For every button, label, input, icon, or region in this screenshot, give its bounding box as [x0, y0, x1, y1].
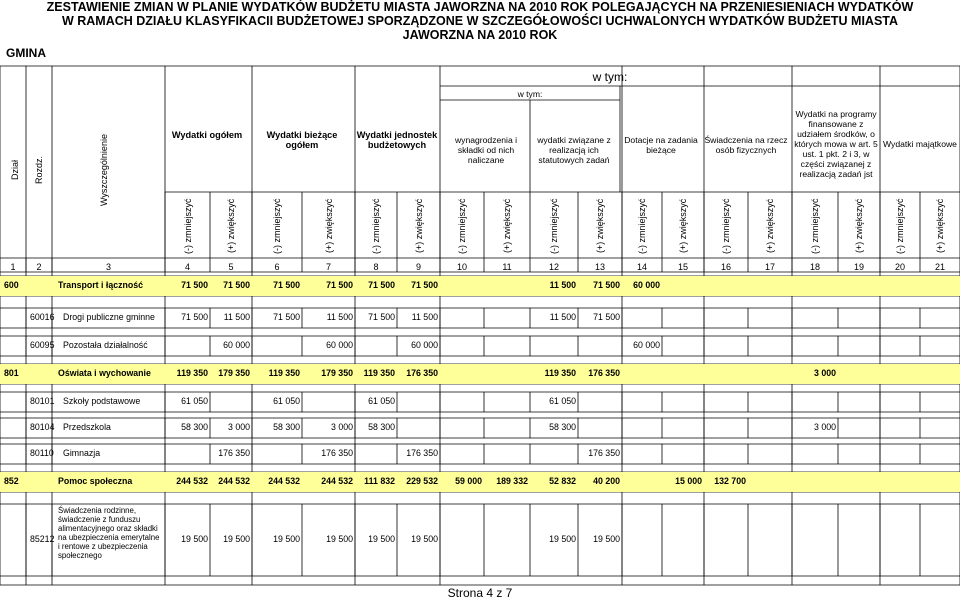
column-number: 15: [677, 262, 688, 272]
value-cell: 59 000: [455, 476, 482, 486]
value-cell: 71 500: [273, 280, 300, 290]
column-number: 19: [853, 262, 864, 272]
value-cell: 119 350: [363, 368, 395, 378]
row-name: Oświata i wychowanie: [58, 368, 151, 378]
row-name: Pozostała działalność: [63, 340, 148, 350]
header-rozdz: Rozdz.: [34, 156, 44, 185]
dzial-code: 801: [4, 368, 19, 378]
value-cell: 61 050: [181, 396, 208, 406]
header-wydatki-jednostek: Wydatki jednostek budżetowych: [356, 130, 438, 150]
column-number: 14: [636, 262, 647, 272]
rozdzial-code: 60016: [30, 312, 55, 322]
header-dotacje: Dotacje na zadania bieżące: [624, 135, 698, 155]
value-cell: 60 000: [633, 340, 660, 350]
row-name: Gimnazja: [63, 448, 101, 458]
value-cell: 244 532: [321, 476, 353, 486]
column-number: 12: [548, 262, 559, 272]
column-number: 3: [105, 262, 111, 272]
header-zmniejszyc: (-) zmniejszyć: [457, 198, 467, 254]
value-cell: 71 500: [368, 280, 395, 290]
title-line-1: ZESTAWIENIE ZMIAN W PLANIE WYDATKÓW BUDŻETU MIASTA JAWORZNA NA 2010 ROK POLEGAJĄCYCH NA PRZENIESIENIACH WYDATKÓW: [46, 0, 914, 14]
value-cell: 3 000: [330, 422, 353, 432]
value-cell: 58 300: [368, 422, 395, 432]
value-cell: 179 350: [218, 368, 250, 378]
rozdzial-code: 80104: [30, 422, 55, 432]
value-cell: 71 500: [273, 312, 300, 322]
value-cell: 61 050: [549, 396, 576, 406]
value-cell: 11 500: [549, 280, 576, 290]
header-zwiekszyc: (+) zwiększyć: [323, 198, 334, 254]
value-cell: 60 000: [326, 340, 353, 350]
header-zmniejszyc: (-) zmniejszyć: [272, 198, 282, 254]
column-number: 4: [184, 262, 190, 272]
rozdzial-code: 80101: [30, 396, 55, 406]
rozdzial-code: 80110: [30, 448, 54, 458]
value-cell: 244 532: [218, 476, 250, 486]
header-zwiekszyc: (+) zwiększyć: [765, 198, 775, 254]
dzial-code: 600: [4, 280, 19, 290]
value-cell: 60 000: [411, 340, 438, 350]
value-cell: 244 532: [176, 476, 208, 486]
column-number: 17: [764, 262, 775, 272]
header-wynagrodzenia: wynagrodzenia i składki od nich naliczane: [454, 135, 518, 165]
column-number: 13: [594, 262, 605, 272]
column-number: 7: [325, 262, 331, 272]
header-w-tym-small: w tym:: [517, 89, 543, 99]
value-cell: 19 500: [181, 534, 208, 544]
gmina-label: GMINA: [6, 46, 46, 60]
header-w-tym-big: w tym:: [592, 70, 628, 84]
value-cell: 61 050: [273, 396, 300, 406]
value-cell: 244 532: [268, 476, 300, 486]
value-cell: 11 500: [326, 312, 353, 322]
title-line-2: W RAMACH DZIAŁU KLASYFIKACII BUDŻETOWEJ SPORZĄDZONE W SZCZEGÓŁOWOŚCI UCHWALONYCH WYDATKÓW BUDŻETU MIASTA: [61, 14, 899, 28]
row-name: Transport i łączność: [58, 280, 144, 290]
value-cell: 61 050: [368, 396, 395, 406]
value-cell: 58 300: [181, 422, 208, 432]
column-number: 20: [894, 262, 905, 272]
header-zmniejszyc: (-) zmniejszyć: [371, 198, 381, 254]
page-footer: Strona 4 z 7: [447, 586, 513, 600]
value-cell: 19 500: [411, 534, 438, 544]
value-cell: 71 500: [411, 280, 438, 290]
row-name: Świadczenia rodzinne, świadczenie z funduszu alimentacyjnego oraz składki na ubezpieczenia emerytalne i rentowe z ubezpieczenia społecznego: [58, 506, 160, 560]
value-cell: 58 300: [549, 422, 576, 432]
header-zwiekszyc: (+) zwiększyć: [502, 198, 512, 254]
value-cell: 176 350: [321, 448, 353, 458]
rozdzial-code: 60095: [30, 340, 55, 350]
header-zwiekszyc: (+) zwiększyć: [226, 198, 236, 254]
value-cell: 189 332: [496, 476, 528, 486]
value-cell: 176 350: [588, 448, 620, 458]
header-wydatki-ogolem: Wydatki ogółem: [171, 130, 243, 140]
value-cell: 11 500: [411, 312, 438, 322]
value-cell: 71 500: [223, 280, 250, 290]
row-name: Przedszkola: [63, 422, 111, 432]
header-wydatki-biezace: Wydatki bieżące ogółem: [266, 130, 338, 150]
header-programy: Wydatki na programy finansowane z udziałem środków, o których mowa w art. 5 ust. 1 pkt. 2 i 3, w części związanej z realizacją zadań jst: [794, 109, 878, 179]
value-cell: 3 000: [813, 422, 836, 432]
value-cell: 58 300: [273, 422, 300, 432]
value-cell: 71 500: [593, 280, 620, 290]
value-cell: 19 500: [273, 534, 300, 544]
value-cell: 71 500: [181, 280, 208, 290]
rozdzial-code: 85212: [30, 534, 55, 544]
value-cell: 40 200: [593, 476, 620, 486]
column-number: 8: [373, 262, 379, 272]
value-cell: 111 832: [364, 476, 395, 486]
value-cell: 19 500: [368, 534, 395, 544]
value-cell: 60 000: [633, 280, 660, 290]
value-cell: 19 500: [326, 534, 353, 544]
header-zmniejszyc: (-) zmniejszyć: [182, 198, 193, 254]
value-cell: 3 000: [227, 422, 250, 432]
value-cell: 19 500: [593, 534, 620, 544]
column-number: 21: [934, 262, 945, 272]
row-name: Pomoc społeczna: [58, 476, 133, 486]
value-cell: 19 500: [549, 534, 576, 544]
header-zmniejszyc: (-) zmniejszyć: [549, 198, 559, 254]
value-cell: 71 500: [368, 312, 395, 322]
column-number: 1: [10, 262, 16, 272]
value-cell: 176 350: [406, 368, 438, 378]
value-cell: 119 350: [544, 368, 576, 378]
header-majatkowe: Wydatki majątkowe: [883, 139, 957, 149]
header-zmniejszyc: (-) zmniejszyć: [895, 198, 905, 254]
value-cell: 176 350: [588, 368, 620, 378]
header-zwiekszyc: (+) zwiększyć: [678, 198, 688, 254]
value-cell: 176 350: [406, 448, 438, 458]
value-cell: 11 500: [223, 312, 250, 322]
value-cell: 19 500: [223, 534, 250, 544]
column-number: 16: [720, 262, 731, 272]
header-zmniejszyc: (-) zmniejszyć: [721, 198, 731, 254]
row-name: Szkoły podstawowe: [63, 396, 141, 406]
header-wydatki-zwiazane: wydatki związane z realizacją ich statutowych zadań: [537, 135, 611, 165]
header-dzial: Dział: [10, 160, 20, 181]
column-number: 10: [456, 262, 467, 272]
value-cell: 3 000: [813, 368, 836, 378]
title-line-3: JAWORZNA NA 2010 ROK: [402, 28, 558, 42]
value-cell: 119 350: [176, 368, 208, 378]
header-zwiekszyc: (+) zwiększyć: [595, 198, 605, 254]
column-number: 2: [36, 262, 42, 272]
header-zwiekszyc: (+) zwiększyć: [935, 198, 945, 254]
header-zwiekszyc: (+) zwiększyć: [413, 198, 424, 254]
column-number: 11: [502, 262, 512, 272]
value-cell: 71 500: [593, 312, 620, 322]
value-cell: 132 700: [714, 476, 746, 486]
value-cell: 119 350: [268, 368, 300, 378]
value-cell: 71 500: [181, 312, 208, 322]
column-number: 18: [809, 262, 820, 272]
column-number: 5: [228, 262, 234, 272]
header-swiadczenia: Świadczenia na rzecz osób fizycznych: [704, 135, 788, 155]
value-cell: 176 350: [218, 448, 250, 458]
column-number: 9: [415, 262, 421, 272]
column-number: 6: [274, 262, 280, 272]
value-cell: 15 000: [675, 476, 702, 486]
value-cell: 52 832: [549, 476, 576, 486]
value-cell: 71 500: [326, 280, 353, 290]
header-zmniejszyc: (-) zmniejszyć: [637, 198, 647, 254]
value-cell: 229 532: [406, 476, 438, 486]
dzial-code: 852: [4, 476, 19, 486]
value-cell: 179 350: [321, 368, 353, 378]
value-cell: 60 000: [223, 340, 250, 350]
header-zwiekszyc: (+) zwiększyć: [854, 198, 864, 254]
header-wyszczegolnienie: Wyszczególnienie: [99, 134, 109, 206]
value-cell: 11 500: [549, 312, 576, 322]
header-zmniejszyc: (-) zmniejszyć: [810, 198, 820, 254]
row-name: Drogi publiczne gminne: [63, 312, 155, 322]
